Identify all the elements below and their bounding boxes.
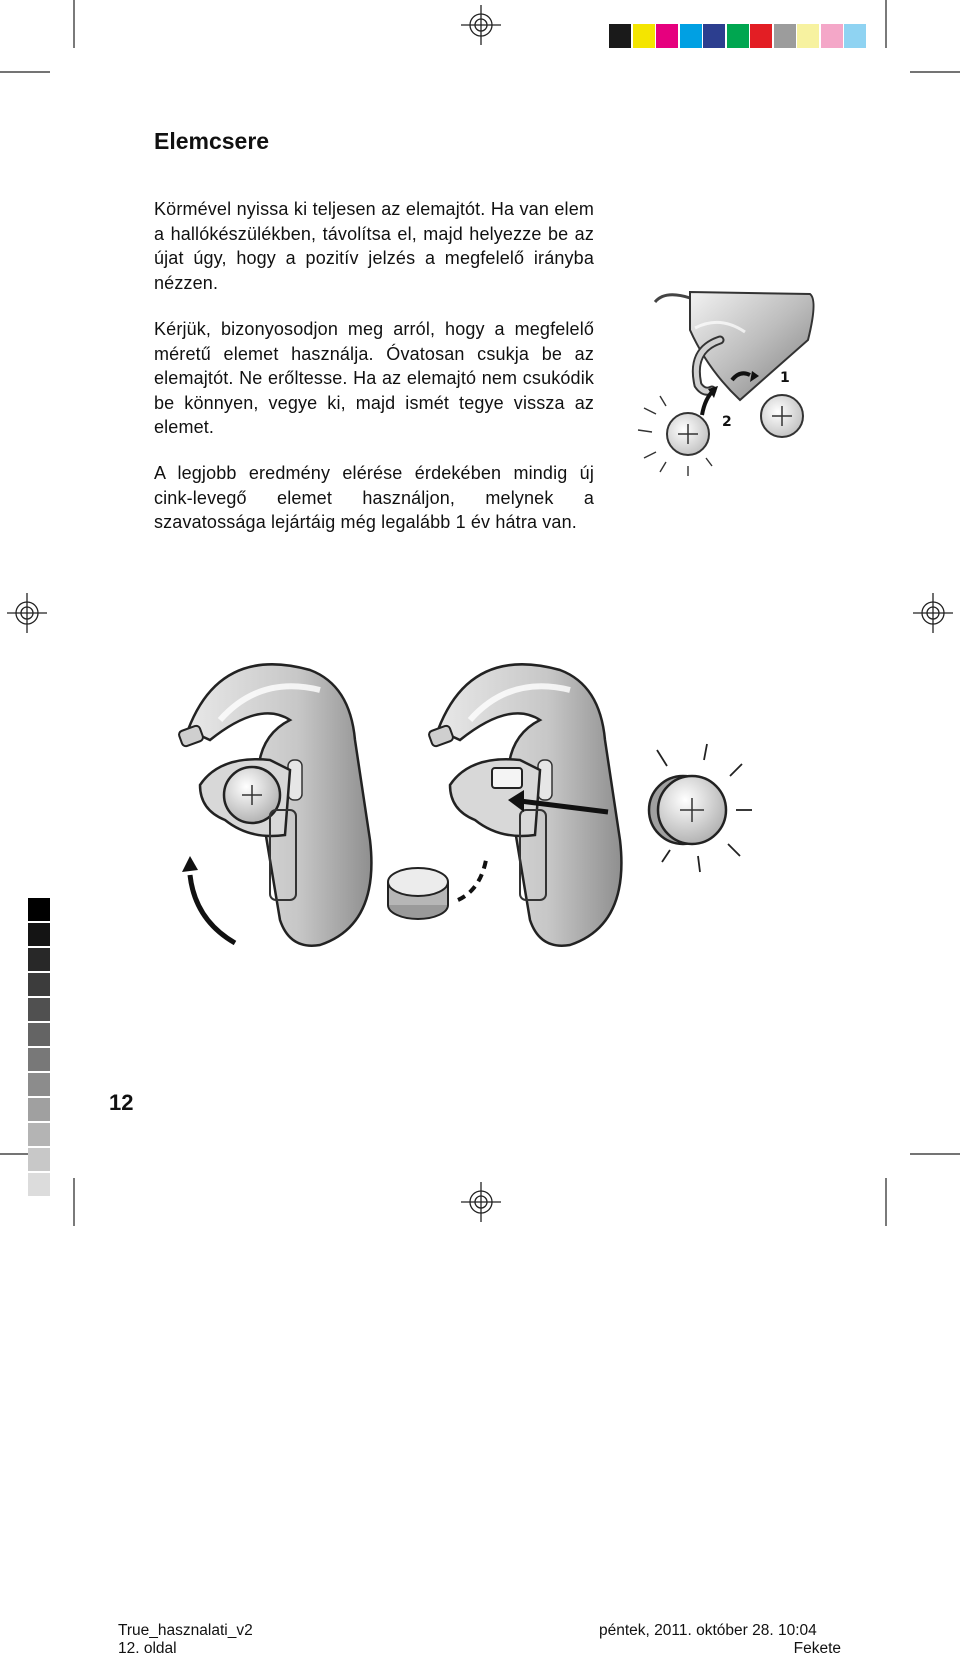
color-swatch (844, 24, 866, 48)
step-label-1: 1 (780, 370, 790, 386)
registration-mark-right (913, 593, 953, 633)
instruction-paragraph-1: Körmével nyissa ki teljesen az elemajtót. Ha van elem a hallókészülékben, távolítsa el, majd helyezze be az újat úgy, hogy a pozitív jelzés a megfelelő irányba nézzen. (154, 199, 594, 293)
color-swatch (703, 24, 725, 48)
footer-file-name: True_hasznalati_v2 (118, 1622, 253, 1639)
instruction-paragraph-2: Kérjük, bizonyosodjon meg arról, hogy a megfelelő méretű elemet használja. Óvatosan csukja be az elemajtót. Ne erőltesse. Ha az elemajtó nem csukódik be könnyen, vegye ki, majd ismét tegye vissza az elemet. (154, 319, 594, 437)
gray-swatch (28, 1173, 50, 1196)
registration-mark-bottom (461, 1182, 501, 1222)
color-swatch (750, 24, 772, 48)
gray-swatch (28, 998, 50, 1021)
footer-color-label: Fekete (793, 1640, 841, 1657)
color-swatch (656, 24, 678, 48)
gray-swatch (28, 1098, 50, 1121)
color-swatch (774, 24, 796, 48)
color-swatch (680, 24, 702, 48)
registration-mark-top (461, 5, 501, 45)
gray-swatch (28, 948, 50, 971)
gray-swatch (28, 1123, 50, 1146)
gray-swatch (28, 923, 50, 946)
gray-swatch (28, 1148, 50, 1171)
gray-swatch (28, 1048, 50, 1071)
footer-timestamp: péntek, 2011. október 28. 10:04 (599, 1622, 817, 1639)
color-swatch (821, 24, 843, 48)
gray-swatch (28, 898, 50, 921)
color-swatch (797, 24, 819, 48)
footer-right (599, 1622, 841, 1658)
page-title: Elemcsere (154, 128, 270, 154)
instruction-paragraph-3: A legjobb eredmény elérése érdekében mindig új cink-levegő elemet használjon, melynek a szavatossága lejártáig még legalább 1 év hátra van. (154, 463, 594, 532)
page-number: 12 (109, 1090, 134, 1115)
gray-swatch (28, 1073, 50, 1096)
registration-mark-left (7, 593, 47, 633)
gray-swatch (28, 973, 50, 996)
step-label-2: 2 (722, 414, 732, 430)
footer-page-label: 12. oldal (118, 1640, 177, 1657)
color-swatch (633, 24, 655, 48)
color-swatch (609, 24, 631, 48)
gray-swatch (28, 1023, 50, 1046)
color-swatch (727, 24, 749, 48)
footer-left (118, 1622, 253, 1658)
hearing-aid-battery-illustration (180, 660, 790, 990)
battery-insertion-illustration (650, 290, 850, 500)
